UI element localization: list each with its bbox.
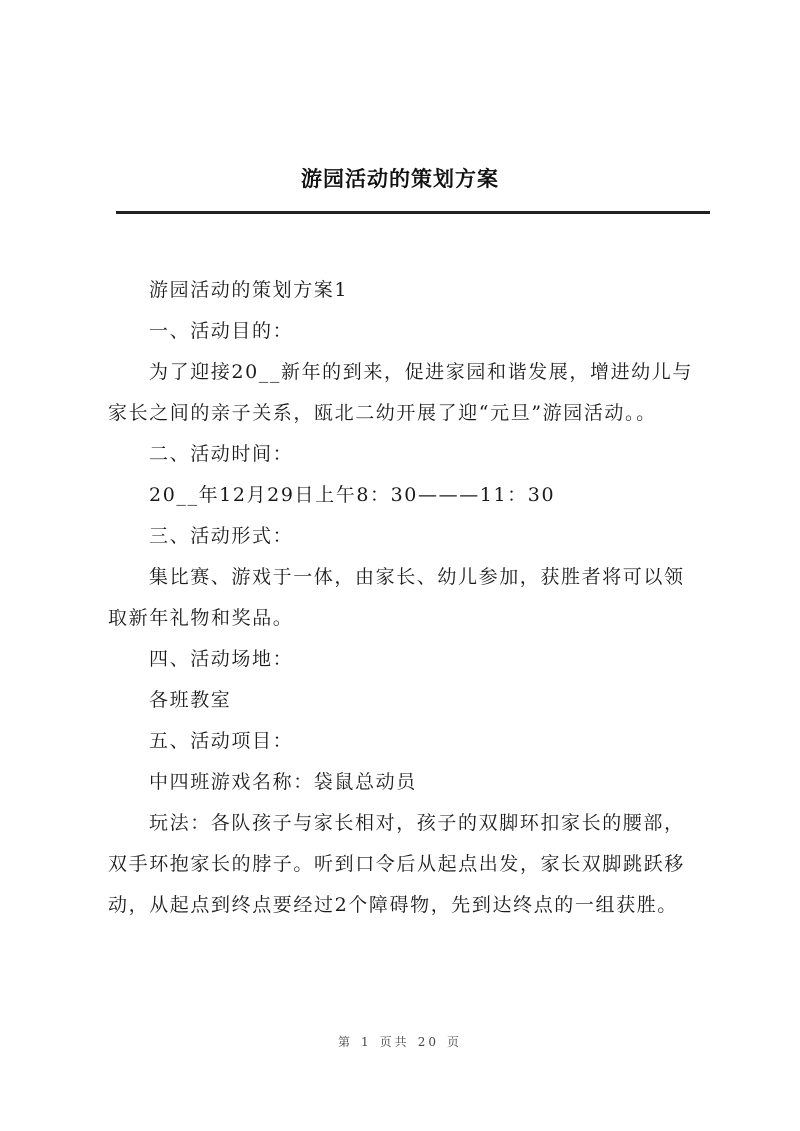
- footer-suffix: 页: [446, 1035, 462, 1049]
- paragraph-heading: 游园活动的策划方案1: [149, 279, 349, 301]
- section-heading-venue: 四、活动场地：: [149, 648, 294, 670]
- section-heading-items: 五、活动项目：: [149, 730, 294, 752]
- footer-current-page: 1: [361, 1035, 372, 1049]
- document-body: [108, 270, 698, 926]
- footer-middle: 页共: [379, 1035, 410, 1049]
- footer-prefix: 第: [338, 1035, 354, 1049]
- paragraph-game-name: 中四班游戏名称：袋鼠总动员: [149, 771, 417, 793]
- section-heading-format: 三、活动形式：: [149, 525, 294, 547]
- section-heading-purpose: 一、活动目的：: [149, 320, 294, 342]
- paragraph-purpose: 为了迎接20__新年的到来，促进家园和谐发展，增进幼儿与家长之间的亲子关系，瓯北二幼开展了迎“元旦”游园活动。。: [108, 361, 693, 424]
- paragraph-time: 20__年12月29日上午8：30———11：30: [149, 484, 556, 506]
- page-number-footer: [0, 1032, 800, 1052]
- section-heading-time: 二、活动时间：: [149, 443, 294, 465]
- title-underline: [116, 211, 710, 214]
- paragraph-venue: 各班教室: [149, 689, 232, 711]
- paragraph-format: 集比赛、游戏于一体，由家长、幼儿参加，获胜者将可以领取新年礼物和奖品。: [108, 566, 685, 629]
- footer-total-pages: 20: [417, 1035, 439, 1049]
- paragraph-game-rules: 玩法：各队孩子与家长相对，孩子的双脚环扣家长的腰部，双手环抱家长的脖子。听到口令后从起点出发，家长双脚跳跃移动，从起点到终点要经过2个障碍物，先到达终点的一组获胜。: [108, 812, 685, 916]
- document-title: 游园活动的策划方案: [301, 166, 499, 191]
